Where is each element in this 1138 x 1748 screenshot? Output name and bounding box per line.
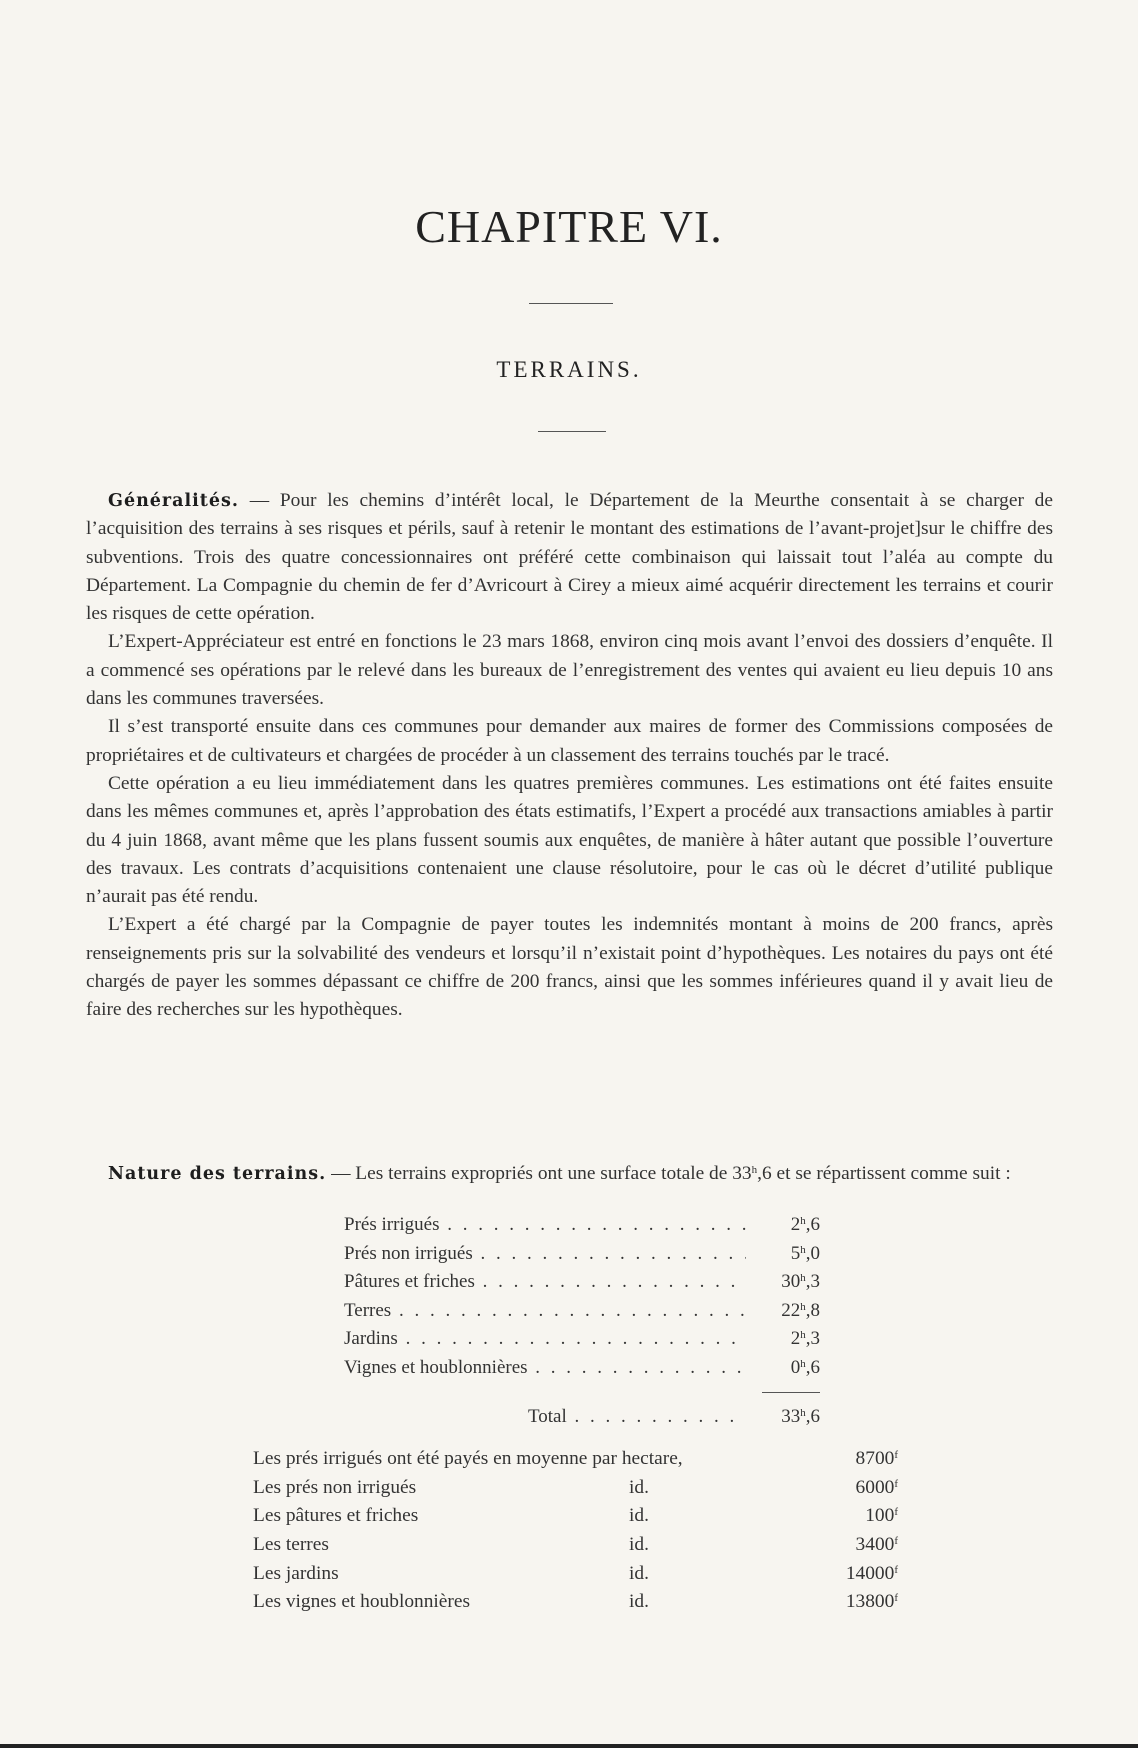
price-row xyxy=(253,1448,898,1477)
surface-row xyxy=(344,1214,820,1243)
paragraph-text: — Pour les chemins d’intérêt local, le Département de la Meurthe consentait à se charger de l’acquisition des terrains à ses risques et périls, sauf à retenir le montant des estimations de l’avant-projet]sur le chiffre des subventions. Trois des quatre concessionnaires ont préféré cette combinaison qui laissait tout l’aléa au compte du Département. La Compagnie du chemin de fer d’Avricourt à Cirey a mieux aimé acquérir directement les terrains et courir les risques de cette opération. xyxy=(86,490,1053,625)
generalites-section xyxy=(86,487,1053,1025)
title-rule xyxy=(529,303,613,304)
price-label: Les jardins xyxy=(253,1562,339,1584)
paragraph: L’Expert a été chargé par la Compagnie de payer toutes les indemnités montant à moins de 200 francs, après renseignements pris sur la solvabilité des vendeurs et lorsqu’il n’existait point d’hypothèques. Les notaires du pays ont été chargés de payer les sommes dépassant ce chiffre de 200 francs, ainsi que les sommes inférieures quand il y avait lieu de faire des recherches sur les hypothèques. xyxy=(86,914,1053,1021)
surface-row xyxy=(344,1357,820,1386)
price-id: id. xyxy=(629,1534,649,1556)
surface-label: Prés irrigués . . . xyxy=(344,1214,746,1236)
price-table xyxy=(253,1448,898,1620)
paragraph: L’Expert-Appréciateur est entré en fonctions le 23 mars 1868, environ cinq mois avant l’envoi des dossiers d’enquête. Il a commencé ses opérations par le relevé dans les bureaux de l’enregistrement des ventes qui avaient eu lieu depuis 10 ans dans les communes traversées. xyxy=(86,631,1053,710)
surface-value: 30$^h$,3 xyxy=(781,1271,820,1292)
surface-label: Prés non irrigués . . . xyxy=(344,1243,746,1265)
surface-value: 5$^h$,0 xyxy=(790,1242,820,1264)
surface-value: 22$^h$,8 xyxy=(781,1299,820,1321)
paragraph xyxy=(86,1156,1053,1189)
chapter-title: CHAPITRE VI. xyxy=(415,201,723,252)
price-row xyxy=(253,1505,898,1534)
nature-text: — Les terrains expropriés ont une surface totale de 33 xyxy=(326,1163,752,1184)
price-value: 13800$^f$ xyxy=(845,1591,898,1613)
price-value: 14000$^f$ xyxy=(845,1562,898,1584)
paragraph xyxy=(86,487,1053,628)
unit-superscript: h xyxy=(751,1164,758,1176)
price-value: 8700$^f$ xyxy=(855,1448,898,1469)
surface-row xyxy=(344,1271,820,1300)
price-id: id. xyxy=(629,1505,649,1527)
surface-row xyxy=(344,1243,820,1272)
surface-value: 2$^h$,3 xyxy=(790,1328,820,1349)
price-label: Les vignes et houblonnières xyxy=(253,1591,471,1613)
price-label: Les prés irrigués ont été payés en moyenne par hectare, xyxy=(253,1448,683,1469)
price-row xyxy=(253,1477,898,1506)
paragraph: Cette opération a eu lieu immédiatement dans les quatres premières communes. Les estimations ont été faites ensuite dans les mêmes communes et, après l’approbation des états estimatifs, l’Expert a procédé aux transactions amiables à partir du 4 juin 1868, avant même que les plans fussent soumis aux enquêtes, de manière à hâter autant que possible l’ouverture des travaux. Les contrats d’acquisitions contenaient une clause résolutoire, pour le cas où le décret d’utilité publique n’aurait pas été rendu. xyxy=(86,772,1053,908)
total-row xyxy=(528,1406,820,1428)
paragraph: Il s’est transporté ensuite dans ces communes pour demander aux maires de former des Commissions composées de propriétaires et de cultivateurs et chargées de procéder à un classement des terrains touchés par le tracé. xyxy=(86,716,1053,766)
price-label: Les terres xyxy=(253,1534,329,1556)
price-row xyxy=(253,1591,898,1620)
nature-heading: Nature des terrains. xyxy=(108,1164,327,1184)
surface-table xyxy=(344,1214,820,1385)
price-id: id. xyxy=(629,1562,649,1584)
price-value: 6000$^f$ xyxy=(855,1476,898,1498)
price-value: 100$^f$ xyxy=(865,1505,898,1527)
section-rule xyxy=(538,431,606,432)
price-row xyxy=(253,1534,898,1563)
scan-edge xyxy=(0,1744,1138,1748)
surface-row xyxy=(344,1300,820,1329)
price-label: Les prés non irrigués xyxy=(253,1476,417,1498)
surface-value: 2$^h$,6 xyxy=(790,1214,820,1235)
price-row xyxy=(253,1563,898,1592)
total-label: Total . . . xyxy=(528,1406,746,1428)
nature-section xyxy=(86,1156,1053,1189)
generalites-heading: Généralités. xyxy=(108,491,239,511)
surface-row xyxy=(344,1328,820,1357)
price-id: id. xyxy=(629,1591,649,1613)
price-value: 3400$^f$ xyxy=(855,1534,898,1556)
price-label: Les pâtures et friches xyxy=(253,1505,419,1527)
surface-label: Jardins . . . xyxy=(344,1328,746,1350)
nature-text-end: ,6 et se répartissent comme suit : xyxy=(757,1163,1011,1184)
surface-label: Pâtures et friches . . . xyxy=(344,1271,746,1293)
surface-label: Terres . . . xyxy=(344,1300,746,1322)
total-value: 33$^h$,6 xyxy=(781,1406,820,1427)
surface-value: 0$^h$,6 xyxy=(790,1356,820,1378)
price-id: id. xyxy=(629,1476,649,1498)
total-rule xyxy=(762,1392,820,1393)
surface-label: Vignes et houblonnières . . . xyxy=(344,1357,746,1379)
section-title: TERRAINS. xyxy=(496,357,642,382)
